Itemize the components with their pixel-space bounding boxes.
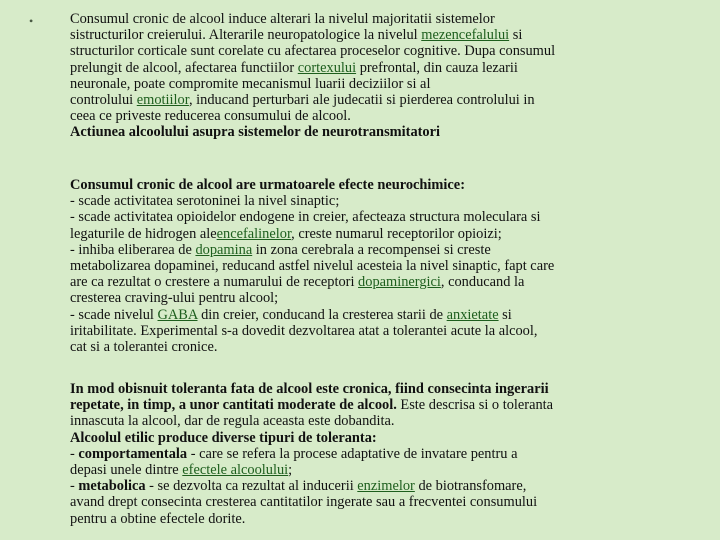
text-line — [70, 430, 690, 446]
bold-text: comportamentala — [78, 445, 188, 462]
bold-text: metabolica — [78, 478, 146, 495]
bold-text: repetate, in timp, a unor cantitati moderate de alcool. — [70, 397, 397, 414]
text-segment: are ca rezultat o crestere a numarului de receptori — [70, 274, 359, 291]
text-segment: in zona cerebrala a recompensei si creste — [252, 241, 491, 258]
text-segment: innascuta la alcool, dar de regula aceasta este dobandita. — [70, 413, 395, 430]
text-line — [70, 397, 690, 413]
text-segment: cat si a tolerantei cronice. — [70, 339, 218, 356]
paragraph-tolerance — [70, 381, 690, 527]
text-line — [70, 446, 690, 462]
text-segment: - care se refera la procese adaptative de invatare pentru a — [187, 445, 518, 462]
text-line — [70, 209, 690, 225]
text-line — [70, 193, 690, 209]
text-segment: din creier, conducand la cresterea starii de — [197, 306, 447, 323]
text-segment: Este descrisa si o toleranta — [396, 397, 554, 414]
text-line — [70, 60, 690, 76]
text-segment: structurilor corticale sunt corelate cu afectarea proceselor cognitive. Dupa consumul — [70, 43, 556, 60]
paragraph-neurochemical-effects — [70, 177, 690, 355]
text-segment: , inducand perturbari ale judecatii si pierderea controlului in — [188, 92, 535, 109]
text-line — [70, 290, 690, 306]
text-segment: sistructurilor creierului. Alterarile neuropatologice la nivelul — [70, 27, 422, 44]
hyperlink[interactable]: anxietate — [446, 306, 499, 323]
text-segment: prelungit de alcool, afectarea functiilor — [70, 59, 298, 76]
text-line — [70, 307, 690, 323]
text-line — [70, 27, 690, 43]
text-line — [70, 108, 690, 124]
text-segment: iritabilitate. Experimental s-a dovedit dezvoltarea atat a tolerantei acute la alcool, — [70, 322, 538, 339]
text-segment: , creste numarul receptorilor opioizi; — [291, 225, 502, 242]
text-line — [70, 11, 690, 27]
text-segment: de biotransfomare, — [414, 478, 527, 495]
hyperlink[interactable]: GABA — [157, 306, 198, 323]
text-segment: pentru a obtine efectele dorite. — [70, 510, 246, 527]
text-segment: - scade nivelul — [70, 306, 158, 323]
paragraph-chronic-effects — [70, 11, 690, 141]
text-segment: - inhiba eliberarea de — [70, 241, 196, 258]
text-line — [70, 494, 690, 510]
text-segment: depasi unele dintre — [70, 462, 183, 479]
hyperlink[interactable]: emotiilor — [136, 92, 189, 109]
text-segment: , conducand la — [440, 274, 525, 291]
text-line — [70, 381, 690, 397]
text-segment: - scade activitatea serotoninei la nivel sinaptic; — [70, 193, 340, 210]
hyperlink[interactable]: mezencefalului — [421, 27, 510, 44]
bold-text: In mod obisnuit toleranta fata de alcool este cronica, fiind consecinta ingerarii — [70, 381, 549, 397]
text-segment: prefrontal, din cauza lezarii — [356, 59, 518, 76]
bullet-marker: • — [29, 14, 34, 28]
hyperlink[interactable]: dopamina — [195, 241, 253, 258]
text-line — [70, 339, 690, 355]
text-segment: legaturile de hidrogen ale — [70, 225, 217, 242]
text-segment: ceea ce priveste reducerea consumului de alcool. — [70, 108, 351, 125]
bold-text: Alcoolul etilic produce diverse tipuri de toleranta: — [70, 429, 377, 446]
text-segment: - scade activitatea opioidelor endogene in creier, afecteaza structura moleculara si — [70, 209, 541, 226]
text-line — [70, 92, 690, 108]
text-segment: - se dezvolta ca rezultat al inducerii — [145, 478, 358, 495]
text-line — [70, 177, 690, 193]
hyperlink[interactable]: encefalinelor — [216, 225, 292, 242]
text-segment: si — [509, 27, 523, 44]
text-line — [70, 226, 690, 242]
text-line — [70, 274, 690, 290]
hyperlink[interactable]: enzimelor — [357, 478, 415, 495]
text-segment: Consumul cronic de alcool induce alterari la nivelul majoritatii sistemelor — [70, 11, 495, 27]
text-segment: - — [70, 478, 79, 495]
text-line — [70, 413, 690, 429]
text-segment: neuronale, poate compromite mecanismul luarii deciziilor si al — [70, 75, 431, 92]
text-line — [70, 478, 690, 494]
text-line — [70, 43, 690, 59]
text-segment: si — [498, 306, 512, 323]
text-line — [70, 511, 690, 527]
bold-text: Consumul cronic de alcool are urmatoarele efecte neurochimice: — [70, 177, 465, 193]
text-segment: avand drept consecinta cresterea cantitatilor ingerate sau a frecventei consumului — [70, 494, 538, 511]
bold-text: Actiunea alcoolului asupra sistemelor de neurotransmitatori — [70, 124, 441, 141]
text-segment: cresterea craving-ului pentru alcool; — [70, 290, 279, 307]
text-segment: ; — [288, 462, 293, 479]
text-line — [70, 462, 690, 478]
hyperlink[interactable]: cortexului — [297, 59, 357, 76]
text-segment: - — [70, 445, 79, 462]
text-line — [70, 242, 690, 258]
hyperlink[interactable]: efectele alcoolului — [182, 462, 289, 479]
text-segment: metabolizarea dopaminei, reducand astfel nivelul acesteia la nivel sinaptic, fapt care — [70, 258, 555, 275]
text-segment: controlului — [70, 92, 137, 109]
text-line — [70, 124, 690, 140]
text-line — [70, 323, 690, 339]
text-line — [70, 76, 690, 92]
hyperlink[interactable]: dopaminergici — [358, 274, 441, 291]
text-line — [70, 258, 690, 274]
